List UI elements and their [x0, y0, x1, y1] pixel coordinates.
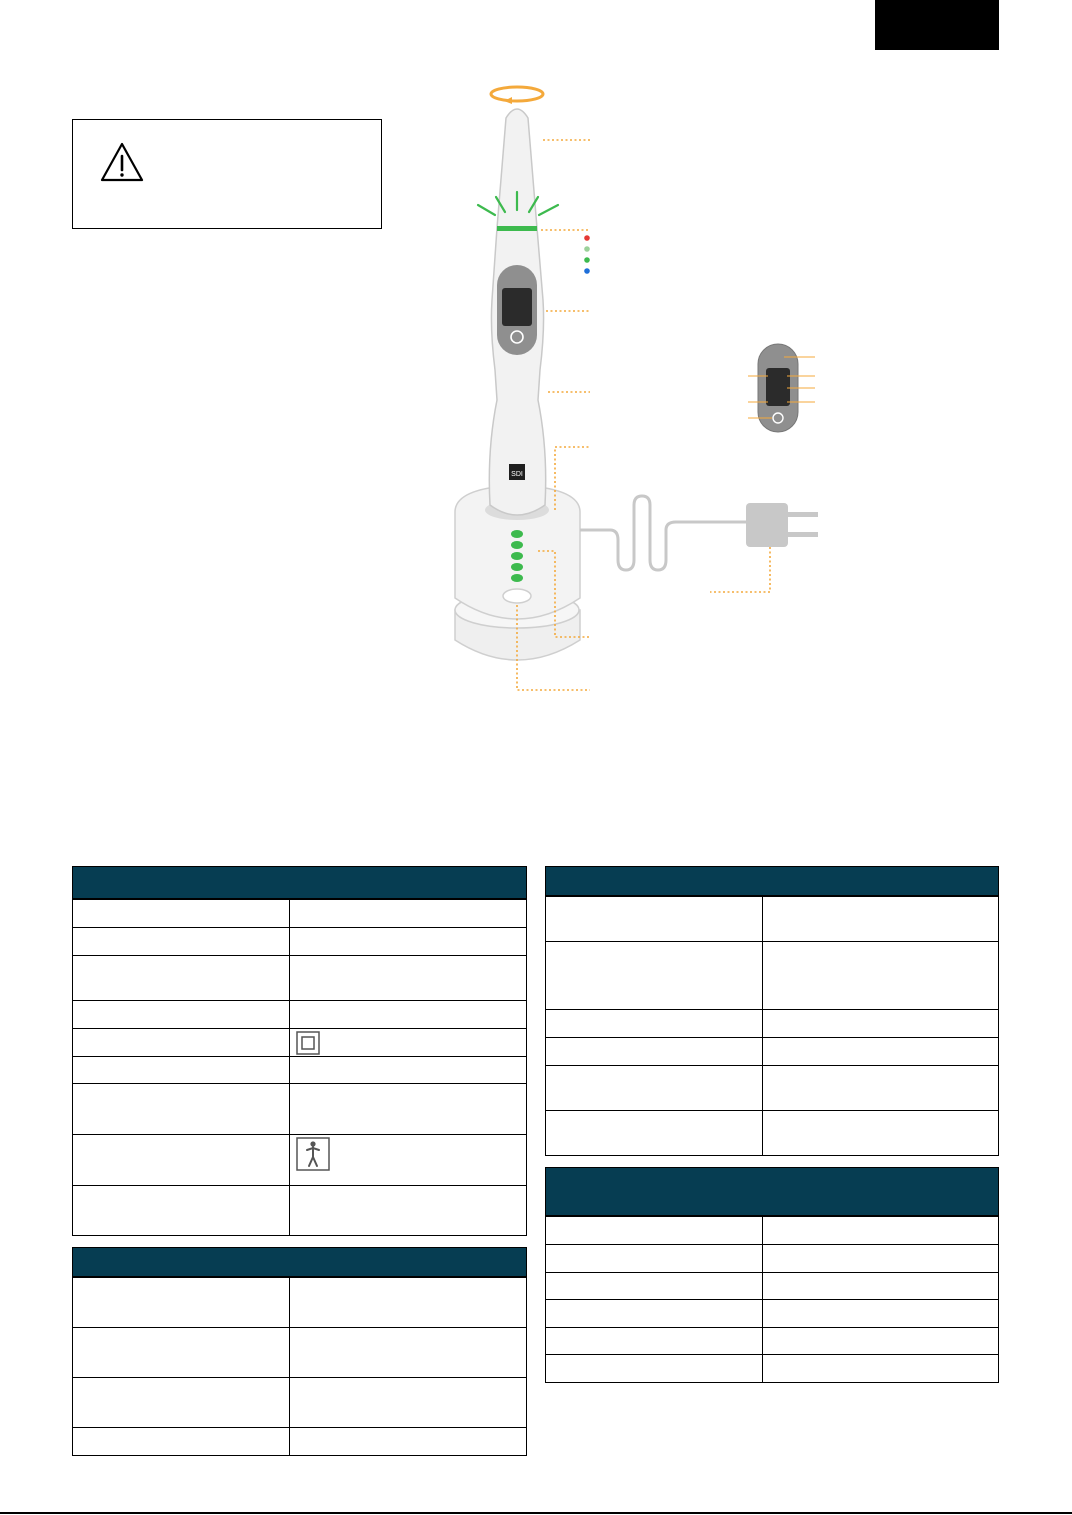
- table-row: [73, 927, 526, 955]
- table-row: [73, 1277, 526, 1327]
- spec-table-right-top: [545, 866, 999, 1156]
- status-indicator-dots: [584, 235, 590, 274]
- curing-light-handpiece: [489, 109, 545, 515]
- table-row: [546, 1354, 998, 1382]
- footer-rule: [0, 1512, 1072, 1514]
- table-header: [546, 1168, 998, 1216]
- table-row: [546, 1037, 998, 1065]
- table-row: [546, 1216, 998, 1244]
- table-header: [73, 867, 526, 899]
- table-row: [73, 1427, 526, 1455]
- table-row: [546, 941, 998, 1009]
- class-ii-double-square-icon: [296, 1031, 320, 1055]
- table-row: [546, 1299, 998, 1327]
- table-row: [546, 1327, 998, 1354]
- brand-mark: SDI: [511, 471, 523, 478]
- curing-light-illustration: [420, 70, 840, 710]
- spec-table-right-bottom: [545, 1167, 999, 1383]
- table-row: [546, 1110, 998, 1155]
- table-row: [546, 896, 998, 941]
- warning-triangle-icon: [99, 140, 145, 186]
- power-plug-icon: [746, 503, 818, 547]
- table-row: [73, 1134, 526, 1185]
- table-row: [73, 1377, 526, 1427]
- table-row: [73, 1185, 526, 1235]
- table-row: [73, 1056, 526, 1083]
- table-row: [73, 899, 526, 927]
- table-row: [546, 1244, 998, 1272]
- callout-lines: [517, 140, 770, 690]
- spec-table-left-top: [72, 866, 527, 1236]
- table-row: [546, 1272, 998, 1299]
- warning-box: [72, 119, 382, 229]
- spec-table-left-bottom: [72, 1247, 527, 1456]
- rotation-arrow-icon: [491, 87, 543, 104]
- table-header: [73, 1248, 526, 1277]
- table-row: [546, 1009, 998, 1037]
- table-row: [73, 955, 526, 1000]
- table-row: [546, 1065, 998, 1110]
- table-row: [73, 1327, 526, 1377]
- language-tab: [875, 0, 999, 50]
- table-row: [73, 1000, 526, 1028]
- control-panel-inset: [748, 344, 815, 432]
- table-row: [73, 1083, 526, 1134]
- power-cable: [580, 496, 746, 570]
- type-b-applied-part-icon: [296, 1137, 330, 1171]
- table-header: [546, 867, 998, 896]
- table-row: [73, 1028, 526, 1056]
